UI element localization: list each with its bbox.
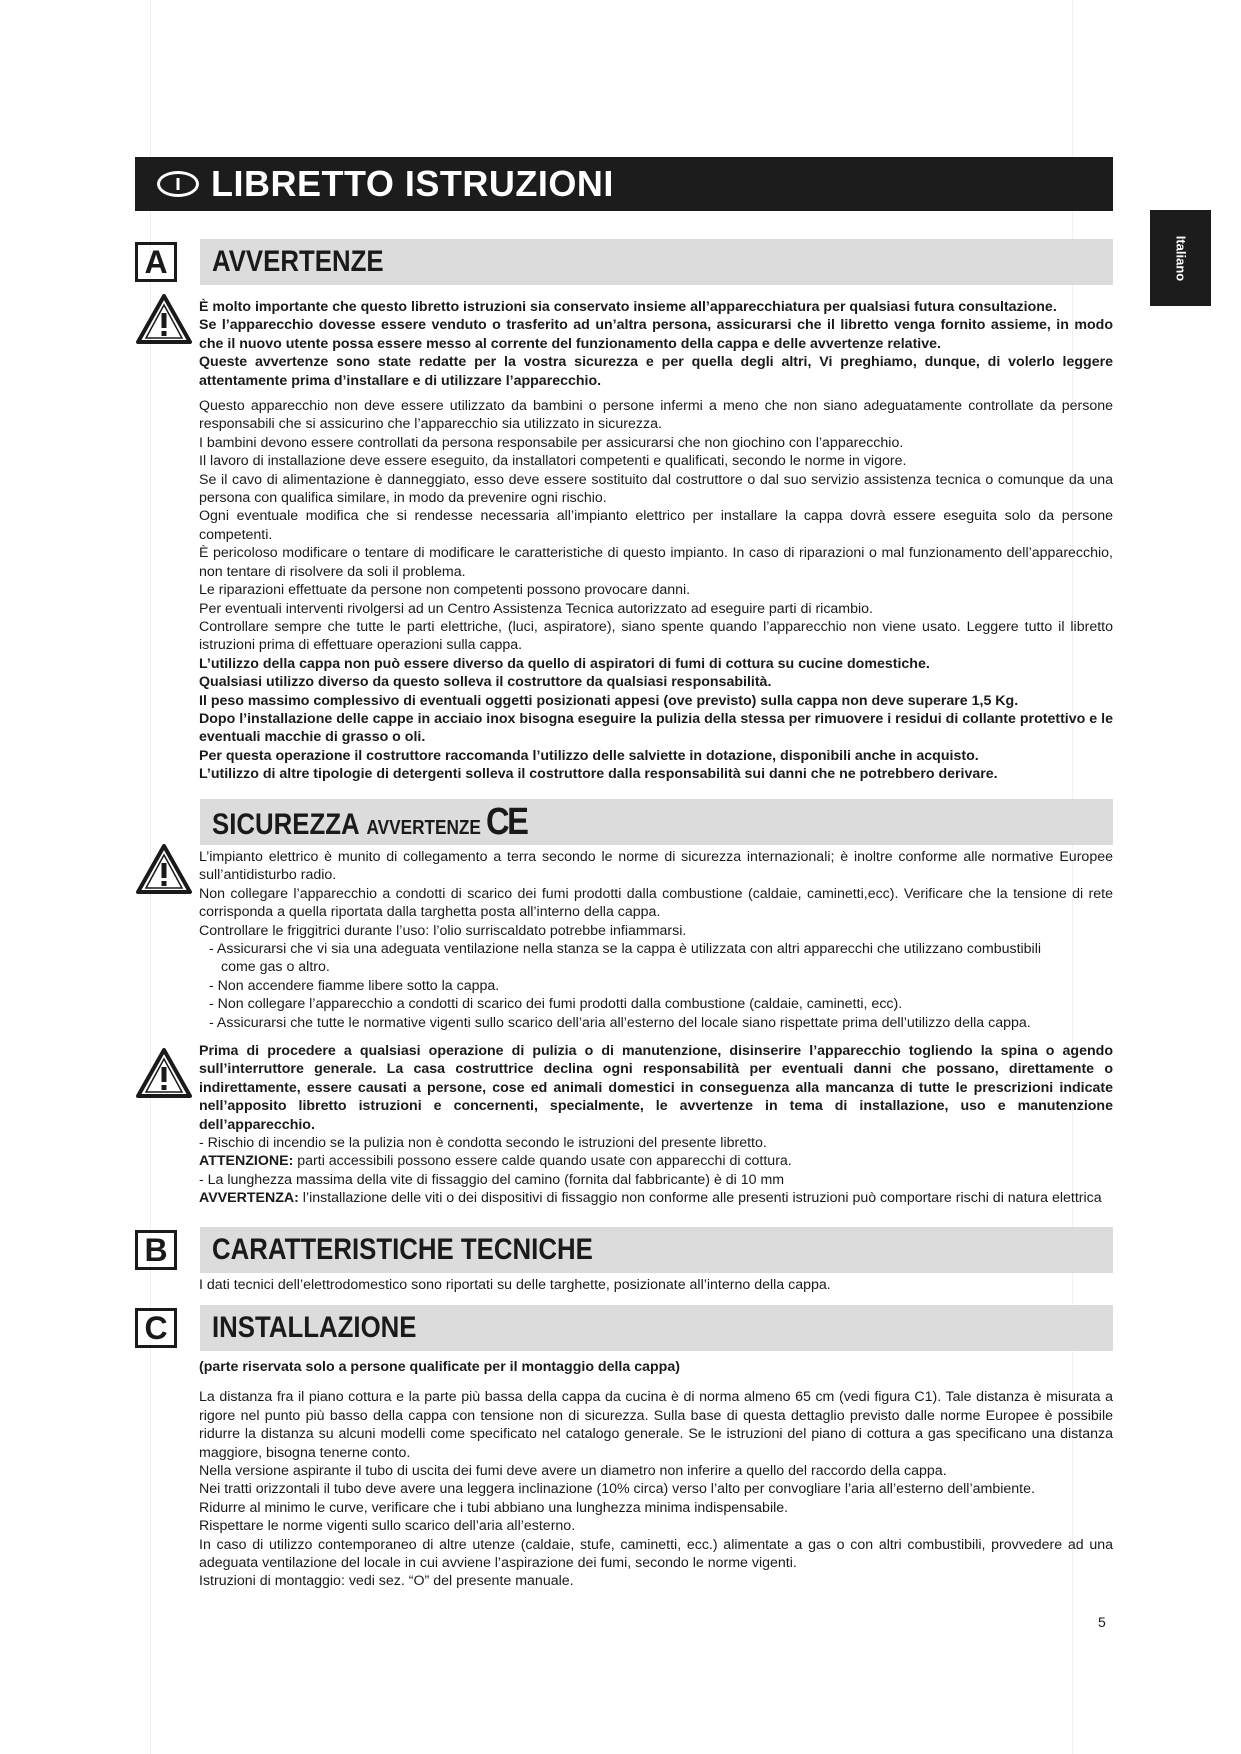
body-para: Per eventuali interventi rivolgersi ad un Centro Assistenza Tecnica autorizzato ad eseguire parti di ricambio. xyxy=(199,600,873,617)
safety-header xyxy=(200,799,1113,845)
body-para: I bambini devono essere controllati da persona responsabile per assicurarsi che non giochino con l’apparecchio. xyxy=(199,434,904,451)
body-para: È pericoloso modificare o tentare di modificare le caratteristiche di questo impianto. In caso di riparazioni o mal funzionamento dell’apparecchio, non tentare di risolvere da soli il problema. xyxy=(199,545,1113,580)
document-title: LIBRETTO ISTRUZIONI xyxy=(211,163,614,204)
section-a-header xyxy=(200,239,1113,285)
avvertenza-label: AVVERTENZA: xyxy=(199,1190,299,1207)
safety-subtitle: AVVERTENZE xyxy=(366,816,481,839)
warning-triangle-icon xyxy=(135,293,193,345)
intro-bold-2: Se l’apparecchio dovesse essere venduto o trasferito ad un’altra persona, assicurarsi che il libretto venga fornito assieme, in modo che il nuovo utente possa essere messo al corrente del funzionamento della cappa e delle avvertenze relative. xyxy=(199,317,1113,352)
section-b-title: CARATTERISTICHE TECNICHE xyxy=(212,1233,593,1266)
intro-bold-3: Queste avvertenze sono state redatte per la vostra sicurezza e per quella degli altri, Vi preghiamo, dunque, di volerlo leggere attentamente prima d’installare e di utilizzare l’apparecchio. xyxy=(199,354,1113,389)
body-bold-para: Qualsiasi utilizzo diverso da questo solleva il costruttore da qualsiasi responsabilità. xyxy=(199,674,772,691)
installation-para: In caso di utilizzo contemporaneo di altre utenze (caldaie, stufe, caminetti, ecc.) alimentate a gas o con altri combustibili, provvedere ad una adeguata ventilazione del locale in cui avviene l’aspirazione dei fumi, secondo le norme vigenti. xyxy=(199,1536,1113,1572)
maintenance-text xyxy=(199,1042,1113,1208)
body-para: Se il cavo di alimentazione è danneggiato, esso deve essere sostituito dal costruttore o dal suo servizio assistenza tecnica o comunque da una persona con qualifica similare, in modo da prevenire ogni rischio. xyxy=(199,471,1113,507)
body-para: Il lavoro di installazione deve essere eseguito, da installatori competenti e qualificati, secondo le norme in vigore. xyxy=(199,453,907,470)
installation-para: Istruzioni di montaggio: vedi sez. “O” del presente manuale. xyxy=(199,1573,574,1590)
avvertenza-note xyxy=(199,1189,1113,1207)
safety-bullet: - Assicurarsi che vi sia una adeguata ventilazione nella stanza se la cappa è utilizzata con altri apparecchi che utilizzano combustibili xyxy=(209,941,1042,958)
intro-bold-1: È molto importante che questo libretto istruzioni sia conservato insieme all’apparecchiatura per qualsiasi futura consultazione. xyxy=(199,299,1057,315)
section-b-header xyxy=(200,1227,1113,1273)
body-bold-para: Il peso massimo complessivo di eventuali oggetti posizionati appesi (ove previsto) sulla cappa non deve superare 1,5 Kg. xyxy=(199,692,1019,709)
section-c-title: INSTALLAZIONE xyxy=(212,1311,417,1344)
safety-para: Non collegare l’apparecchio a condotti di scarico dei fumi prodotti dalla combustione (caldaie, caminetti,ecc). Verificare che la tensione di rete corrisponda a quella riportata dalla targhetta posta all’interno della cappa. xyxy=(199,885,1113,921)
safety-bullet: - Assicurarsi che tutte le normative vigenti sullo scarico dell’aria all’esterno del locale siano rispettate prima dell’utilizzo della cappa. xyxy=(209,1014,1031,1031)
avvertenza-text: l’installazione delle viti o dei dispositivi di fissaggio non conforme alle presenti istruzioni può comportare rischi di natura elettrica xyxy=(298,1190,1102,1207)
safety-bullet: - Non collegare l’apparecchio a condotti di scarico dei fumi prodotti dalla combustione (caldaie, caminetti, ecc). xyxy=(209,996,903,1013)
attention-label: ATTENZIONE: xyxy=(199,1153,294,1170)
safety-fryer-note: Controllare le friggitrici durante l’uso: l’olio surriscaldato potrebbe infiammarsi. xyxy=(199,922,687,939)
section-c-header xyxy=(200,1305,1113,1351)
safety-title xyxy=(212,801,526,844)
maintenance-warning: Prima di procedere a qualsiasi operazione di pulizia o di manutenzione, disinserire l’apparecchio togliendo la spina o agendo sull’interruttore generale. La casa costruttrice declina ogni responsabilità per eventuali danni che possano, direttamente o indirettamente, essere causati a persone, cose ed animali domestici in conseguenza alla mancanza di tutte le prescrizioni indicate nell’apposito libretto istruzioni e concernenti, specialmente, le avvertenze in tema di installazione, uso e manutenzione dell’apparecchio. xyxy=(199,1043,1113,1133)
body-bold-para: L’utilizzo di altre tipologie di detergenti solleva il costruttore dalla responsabilità sui danni che ne potrebbero derivare. xyxy=(199,766,998,783)
language-tab-label: Italiano xyxy=(1172,235,1188,281)
installation-para: Nella versione aspirante il tubo di uscita dei fumi deve avere un diametro non inferire a quello del raccordo della cappa. xyxy=(199,1463,947,1480)
body-para: Questo apparecchio non deve essere utilizzato da bambini o persone infermi a meno che non siano adeguatamente controllate da persone responsabili che si assicurino che l’apparecchio sia utilizzato in sicurezza. xyxy=(199,398,1113,433)
language-i-icon xyxy=(157,171,199,197)
body-bold-para: Per questa operazione il costruttore raccomanda l’utilizzo delle salviette in dotazione, disponibili anche in acquisto. xyxy=(199,747,979,764)
safety-bullet: - Non accendere fiamme libere sotto la cappa. xyxy=(209,977,500,994)
section-c-letter: C xyxy=(135,1308,177,1348)
technical-data-note: I dati tecnici dell’elettrodomestico sono riportati su delle targhette, posizionate all’interno della cappa. xyxy=(199,1277,831,1293)
body-bold-para: L’utilizzo della cappa non può essere diverso da quello di aspiratori di fumi di cottura su cucine domestiche. xyxy=(199,655,930,672)
safety-title-main: SICUREZZA xyxy=(212,807,360,841)
page-number: 5 xyxy=(1098,1614,1106,1630)
warning-triangle-icon xyxy=(135,843,193,895)
attention-note xyxy=(199,1152,1113,1170)
warning-triangle-icon xyxy=(135,1047,193,1099)
fire-risk-note: - Rischio di incendio se la pulizia non è condotta secondo le istruzioni del presente libretto. xyxy=(199,1135,767,1152)
installation-note: (parte riservata solo a persone qualificate per il montaggio della cappa) xyxy=(199,1359,680,1375)
attention-text: parti accessibili possono essere calde quando usate con apparecchi di cottura. xyxy=(293,1153,792,1170)
body-para: Controllare sempre che tutte le parti elettriche, (luci, aspiratore), siano spente quando l’apparecchio non viene usato. Leggere tutto il libretto istruzioni prima di effettuare operazioni sulla cappa. xyxy=(199,618,1113,654)
safety-bullet-cont: come gas o altro. xyxy=(221,959,330,976)
installation-para: La distanza fra il piano cottura e la parte più bassa della cappa da cucina è di norma almeno 65 cm (vedi figura C1). Tale distanza è misurata a rigore nel punto più basso della cappa con tensione non di sicurezza. Sulla base di questa dettaglio previsto dalle norme Europee è possibile ridurre la distanza su alcuni modelli come specificato nel catalogo generale. Se le istruzioni del piano di cottura a gas specificano una distanza maggiore, bisogna tenerne conto. xyxy=(199,1389,1113,1461)
section-a-letter: A xyxy=(135,242,177,282)
screw-length-note: - La lunghezza massima della vite di fissaggio del camino (fornita dal fabbricante) è di 10 mm xyxy=(199,1171,785,1188)
section-a-title: AVVERTENZE xyxy=(212,245,384,278)
installation-para: Ridurre al minimo le curve, verificare che i tubi abbiano una lunghezza minima indispensabile. xyxy=(199,1499,789,1516)
installation-para: Rispettare le norme vigenti sullo scarico dell’aria all’esterno. xyxy=(199,1518,576,1535)
section-c-text xyxy=(199,1358,1113,1591)
document-title-bar xyxy=(135,157,1113,211)
section-a-text xyxy=(199,298,1113,784)
section-b-text xyxy=(199,1276,1113,1294)
ce-mark: CE xyxy=(486,800,527,843)
installation-para: Nei tratti orizzontali il tubo deve avere una leggera inclinazione (10% circa) verso l’alto per convogliare l’aria all’esterno dell’ambiente. xyxy=(199,1481,1035,1498)
safety-para: L’impianto elettrico è munito di collegamento a terra secondo le norme di sicurezza internazionali; è inoltre conforme alle normative Europee sull’antidisturbo radio. xyxy=(199,849,1113,884)
language-tab xyxy=(1150,210,1211,306)
body-para: Le riparazioni effettuate da persone non competenti possono provocare danni. xyxy=(199,582,691,599)
safety-text xyxy=(199,848,1113,1032)
body-bold-para: Dopo l’installazione delle cappe in acciaio inox bisogna eseguire la pulizia della stessa per rimuovere i residui di collante protettivo e le eventuali macchie di grasso o oli. xyxy=(199,710,1113,746)
section-b-letter: B xyxy=(135,1230,177,1270)
body-para: Ogni eventuale modifica che si rendesse necessaria all’impianto elettrico per installare la cappa dovrà essere eseguita solo da persone competenti. xyxy=(199,508,1113,543)
